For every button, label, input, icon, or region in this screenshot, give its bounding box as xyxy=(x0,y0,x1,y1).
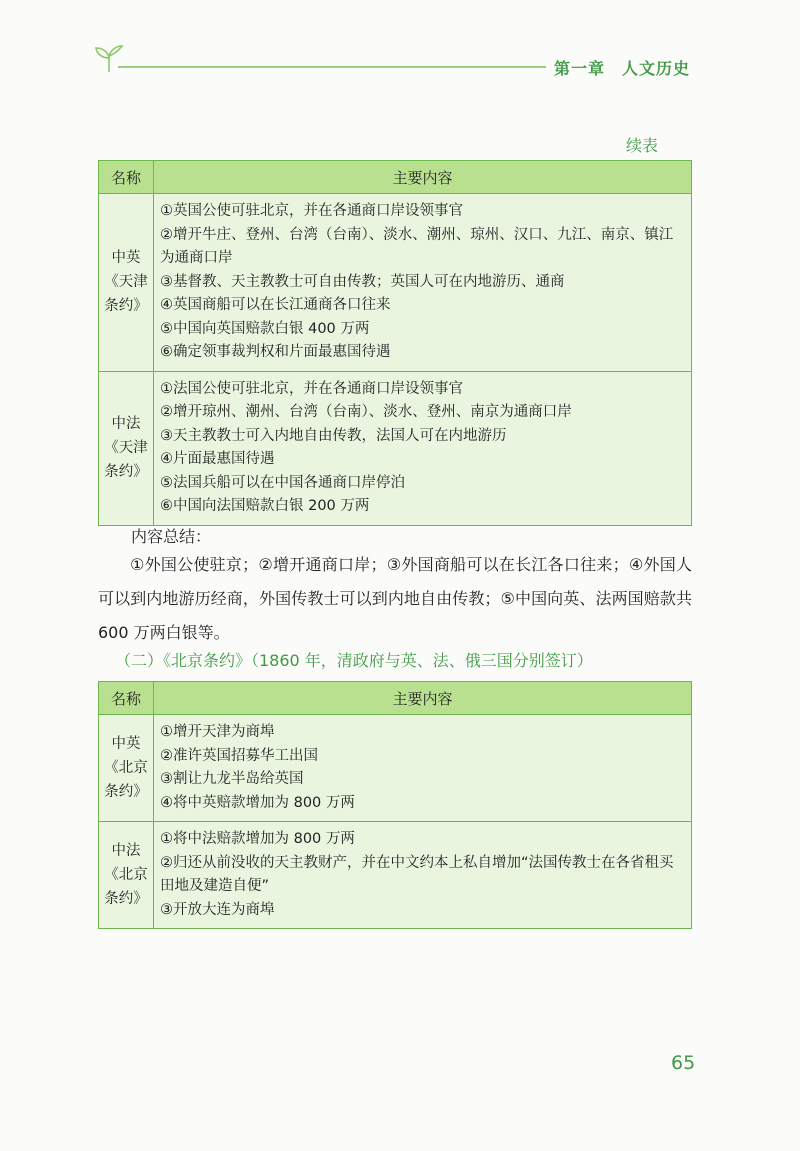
treaty-name-cell xyxy=(99,822,154,929)
treaty-name-line: 条约》 xyxy=(104,464,148,480)
treaty-name-cell xyxy=(99,194,154,372)
list-item: ①英国公使可驻北京，并在各通商口岸设领事官 xyxy=(160,203,463,219)
list-item: ③割让九龙半岛给英国 xyxy=(160,771,304,787)
list-item: ①法国公使可驻北京，并在各通商口岸设领事官 xyxy=(160,380,463,397)
table-header-row xyxy=(99,682,692,715)
list-item: ⑤中国向英国赔款白银 400 万两 xyxy=(160,320,370,337)
list-item: ⑥确定领事裁判权和片面最惠国待遇 xyxy=(160,344,391,360)
list-item: ④片面最惠国待遇 xyxy=(160,451,275,467)
treaty-name-line: 中法 xyxy=(111,416,141,432)
treaty-content-cell xyxy=(154,822,692,929)
treaty-name-line: 《天津 xyxy=(104,274,148,291)
list-item: ⑤法国兵船可以在中国各通商口岸停泊 xyxy=(160,474,405,491)
list-item: ②准许英国招募华工出国 xyxy=(160,747,318,764)
treaty-content-cell xyxy=(154,371,692,525)
list-item: ②增开琼州、潮州、台湾（台南）、淡水、登州、南京为通商口岸 xyxy=(160,404,572,420)
column-header-name: 名称 xyxy=(99,161,154,194)
summary-text: ①外国公使驻京；②增开通商口岸；③外国商船可以在长江各口往来；④外国人可以到内地游历经商，外国传教士可以到内地自由传教；⑤中国向英、法两国赔款共 600 万两白银等。 xyxy=(98,555,692,642)
sprout-icon xyxy=(92,44,126,74)
treaty-name-cell xyxy=(99,371,154,525)
list-item: ③天主教教士可入内地自由传教，法国人可在内地游历 xyxy=(160,427,507,444)
list-item: ②增开牛庄、登州、台湾（台南）、淡水、潮州、琼州、汉口、九江、南京、镇江为通商口岸 xyxy=(160,226,674,266)
treaty-content-cell xyxy=(154,715,692,822)
beijing-treaty-table xyxy=(98,681,692,929)
continued-label: 续表 xyxy=(626,136,659,155)
header-rule xyxy=(118,66,546,68)
treaty-name-line: 《天津 xyxy=(104,440,148,456)
table-row xyxy=(99,194,692,372)
treaty-name-line: 《北京 xyxy=(104,760,148,776)
summary-label: 内容总结： xyxy=(131,527,212,546)
list-item: ②归还从前没收的天主教财产，并在中文约本上私自增加“法国传教士在各省租买田地及建造自便” xyxy=(160,854,674,894)
treaty-name-line: 条约》 xyxy=(104,784,148,800)
treaty-name-line: 条约》 xyxy=(104,298,148,315)
list-item: ⑥中国向法国赔款白银 200 万两 xyxy=(160,498,370,514)
list-item: ④英国商船可以在长江通商各口往来 xyxy=(160,297,391,313)
treaty-name-line: 中英 xyxy=(111,250,141,267)
list-item: ①将中法赔款增加为 800 万两 xyxy=(160,831,355,847)
treaty-name-line: 条约》 xyxy=(104,891,148,907)
column-header-name: 名称 xyxy=(99,682,154,715)
chapter-title: 第一章 人文历史 xyxy=(554,59,691,78)
treaty-content-cell xyxy=(154,194,692,372)
treaty-name-line: 《北京 xyxy=(104,867,148,883)
table-row xyxy=(99,822,692,929)
column-header-content: 主要内容 xyxy=(154,161,692,194)
tianjin-treaty-table xyxy=(98,160,692,526)
page-number: 65 xyxy=(671,1052,696,1074)
table-row xyxy=(99,371,692,525)
list-item: ④将中英赔款增加为 800 万两 xyxy=(160,794,355,811)
section-heading: （二）《北京条约》（1860 年，清政府与英、法、俄三国分别签订） xyxy=(115,651,593,670)
treaty-name-cell xyxy=(99,715,154,822)
list-item: ①增开天津为商埠 xyxy=(160,724,275,740)
column-header-content: 主要内容 xyxy=(154,682,692,715)
list-item: ③开放大连为商埠 xyxy=(160,901,275,918)
treaty-name-line: 中英 xyxy=(111,736,141,752)
table-row xyxy=(99,715,692,822)
list-item: ③基督教、天主教教士可自由传教；英国人可在内地游历、通商 xyxy=(160,273,565,290)
table-header-row xyxy=(99,161,692,194)
treaty-name-line: 中法 xyxy=(111,843,141,859)
